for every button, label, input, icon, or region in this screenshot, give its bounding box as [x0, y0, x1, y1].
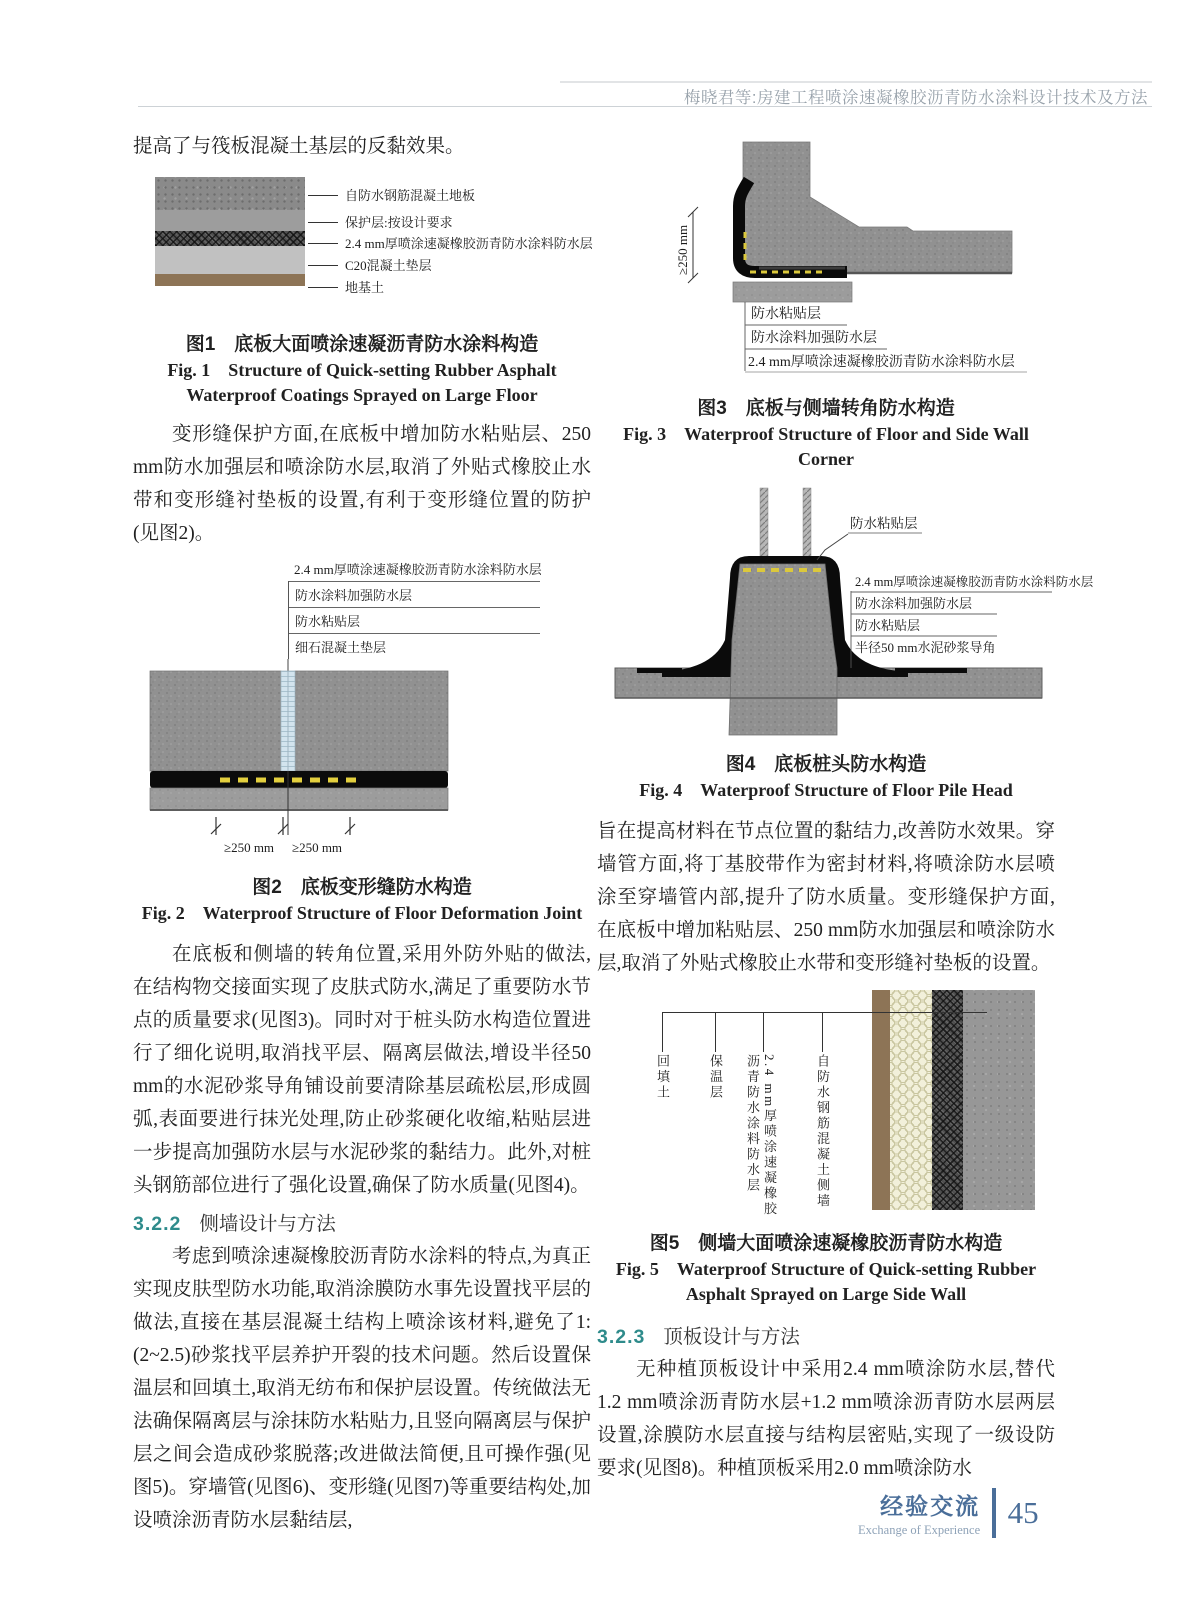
figure-2-labels	[288, 558, 540, 659]
layer-foundation-soil	[155, 274, 305, 286]
figure-4-caption-zh: 图4 底板桩头防水构造	[725, 754, 927, 775]
section-number: 3.2.3	[597, 1326, 646, 1348]
figure-3-caption-zh: 图3 底板与侧墙转角防水构造	[697, 398, 955, 419]
figure-1-layer-stack	[155, 177, 305, 286]
figure-5-leader-line	[662, 1012, 987, 1013]
layer-waterproof-coating	[932, 990, 963, 1210]
figure-1-caption-en: Waterproof Coatings Sprayed on Large Floor	[186, 385, 538, 405]
figure-2-label: 防水涂料加强防水层	[289, 581, 540, 607]
figure-5-label: 自防水钢筋混凝土侧墙	[815, 1054, 830, 1209]
figure-4-diagram	[597, 480, 1094, 738]
paragraph-sidewall: 考虑到喷涂速凝橡胶沥青防水涂料的特点,为真正实现皮肤型防水功能,取消涂膜防水事先设置找平层的做法,直接在基层混凝土结构上喷涂该材料,避免了1: (2~2.5)砂浆找平层养护开裂的技术问题。然后设置保温层和回填土,取消无纺布和保护层设置。传统做法无法确保隔离层与涂抹防水粘贴力,且竖向隔离层与保护层之间会造成砂浆脱落;改进做法简便,且可操作强(见图5)。穿墙管(见图6)、变形缝(见图7)等重要结构处,加设喷涂沥青防水层黏结层,	[133, 1246, 591, 1531]
section-number: 3.2.2	[133, 1213, 182, 1235]
footer-divider	[992, 1488, 996, 1538]
layer-self-waterproof-slab	[155, 177, 305, 210]
section-title: 顶板设计与方法	[663, 1326, 800, 1348]
section-title: 侧墙设计与方法	[199, 1213, 336, 1235]
figure-2-label: 防水粘贴层	[289, 607, 540, 633]
figure-1-layer-diagram	[133, 173, 591, 323]
figure-1-label: C20混凝土垫层	[308, 255, 432, 274]
figure-3-label: 2.4 mm厚喷涂速凝橡胶沥青防水涂料防水层	[748, 355, 1015, 370]
figure-3-caption-en: Corner	[798, 449, 854, 469]
figure-2-diagram	[133, 558, 591, 866]
figure-5-leader-drop	[763, 1012, 764, 1052]
figure-4-label: 防水涂料加强防水层	[855, 596, 973, 611]
figure-5-leader-drop	[715, 1012, 716, 1052]
layer-insulation	[890, 990, 932, 1210]
figure-5-caption-en: Asphalt Sprayed on Large Side Wall	[685, 1284, 967, 1304]
paragraph-corner: 在底板和侧墙的转角位置,采用外防外贴的做法,在结构物交接面实现了皮肤式防水,满足了重要防水节点的质量要求(见图3)。同时对于桩头防水构造位置进行了细化说明,取消找平层、隔离层做法,增设半径50 mm的水泥砂浆导角铺设前要清除基层疏松层,形成圆弧,表面要进行抹光处理,防止砂浆硬化收缩,粘贴层进一步提高加强防水层与水泥砂浆的黏结力。此外,对桩头钢筋部位进行了强化设置,确保了防水质量(见图4)。	[133, 944, 591, 1196]
figure-1-label: 自防水钢筋混凝土地板	[308, 185, 475, 204]
figure-5-leader-drop	[822, 1012, 823, 1052]
figure-5-label: 回填土	[655, 1054, 670, 1101]
figure-2-dim-left: ≥250 mm	[223, 840, 275, 855]
page-top-rule	[560, 81, 1152, 83]
layer-backfill-soil	[872, 990, 890, 1210]
running-title: 梅晓君等:房建工程喷涂速凝橡胶沥青防水涂料设计技术及方法	[683, 89, 1148, 107]
figure-5-label: 保温层	[708, 1054, 723, 1101]
layer-protection	[155, 210, 305, 231]
layer-concrete-side-wall	[963, 990, 1035, 1210]
paragraph-node-bonding: 旨在提高材料在节点位置的黏结力,改善防水效果。穿墙管方面,将丁基胶带作为密封材料,将喷涂防水层喷涂至穿墙管内部,提升了防水质量。变形缝保护方面,在底板中增加粘贴层、250 mm防水加强层和喷涂防水层,取消了外贴式橡胶止水带和变形缝衬垫板的设置。	[597, 821, 1055, 974]
figure-1-label: 地基土	[308, 277, 384, 296]
figure-3-label: 防水涂料加强防水层	[751, 331, 877, 346]
figure-4-label: 防水粘贴层	[855, 618, 921, 633]
layer-c20-cushion	[155, 246, 305, 274]
figure-2-drawing	[133, 659, 593, 861]
figure-1-label: 保护层:按设计要求	[308, 212, 453, 231]
figure-2-label: 细石混凝土垫层	[289, 633, 540, 659]
figure-1-caption-zh: 图1 底板大面喷涂速凝沥青防水涂料构造	[185, 334, 539, 355]
paragraph-roof: 无种植顶板设计中采用2.4 mm喷涂防水层,替代1.2 mm喷涂沥青防水层+1.2 mm喷涂沥青防水层两层设置,涂膜防水层直接与结构层密贴,实现了一级设防要求(见图8)。种植顶板采用2.0 mm喷涂防水	[597, 1359, 1055, 1479]
footer-page-number: 45	[1007, 1495, 1039, 1530]
footer-section-zh: 经验交流	[880, 1493, 981, 1519]
header-rule	[138, 106, 1152, 107]
figure-3-caption-en: Fig. 3 Waterproof Structure of Floor and Side Wall	[623, 424, 1029, 444]
section-heading-323	[597, 1321, 1055, 1349]
figure-2-caption-zh: 图2 底板变形缝防水构造	[252, 877, 472, 898]
figure-1-label: 2.4 mm厚喷涂速凝橡胶沥青防水涂料防水层	[308, 233, 593, 252]
figure-5-caption-zh: 图5 侧墙大面喷涂速凝橡胶沥青防水构造	[649, 1233, 1003, 1254]
figure-2-label: 2.4 mm厚喷涂速凝橡胶沥青防水涂料防水层	[294, 562, 542, 577]
figure-1-caption-en: Fig. 1 Structure of Quick-setting Rubber Asphalt	[167, 360, 557, 380]
footer-section-en: Exchange of Experience	[858, 1523, 981, 1537]
figure-3-dim: ≥250 mm	[675, 224, 690, 275]
right-column	[597, 132, 1094, 1487]
figure-2-dim-right: ≥250 mm	[291, 840, 343, 855]
section-heading-322	[133, 1208, 591, 1236]
figure-3-label: 防水粘贴层	[751, 307, 821, 322]
figure-2-caption-en: Fig. 2 Waterproof Structure of Floor Deformation Joint	[141, 903, 583, 923]
figure-4-label: 半径50 mm水泥砂浆导角	[855, 640, 996, 655]
page-footer	[858, 1488, 1039, 1538]
paragraph-deformation-joint: 变形缝保护方面,在底板中增加防水粘贴层、250 mm防水加强层和喷涂防水层,取消了外贴式橡胶止水带和变形缝衬垫板的设置,有利于变形缝位置的防护(见图2)。	[133, 424, 591, 544]
left-column	[133, 130, 591, 1539]
figure-5-label: 2.4 mm厚喷涂速凝橡胶沥青防水涂料防水层	[745, 1054, 777, 1218]
figure-4-label: 2.4 mm厚喷涂速凝橡胶沥青防水涂料防水层	[855, 575, 1094, 589]
figure-5-diagram	[597, 990, 1055, 1222]
paragraph-intro: 提高了与筏板混凝土基层的反黏效果。	[133, 136, 465, 157]
figure-5-leader-drop	[662, 1012, 663, 1052]
figure-5-caption-en: Fig. 5 Waterproof Structure of Quick-setting Rubber	[615, 1259, 1037, 1279]
figure-4-label-top: 防水粘贴层	[850, 516, 918, 531]
layer-waterproof-coating	[155, 231, 305, 246]
figure-4-caption-en: Fig. 4 Waterproof Structure of Floor Pile Head	[639, 780, 1013, 800]
figure-3-diagram	[597, 132, 1057, 382]
